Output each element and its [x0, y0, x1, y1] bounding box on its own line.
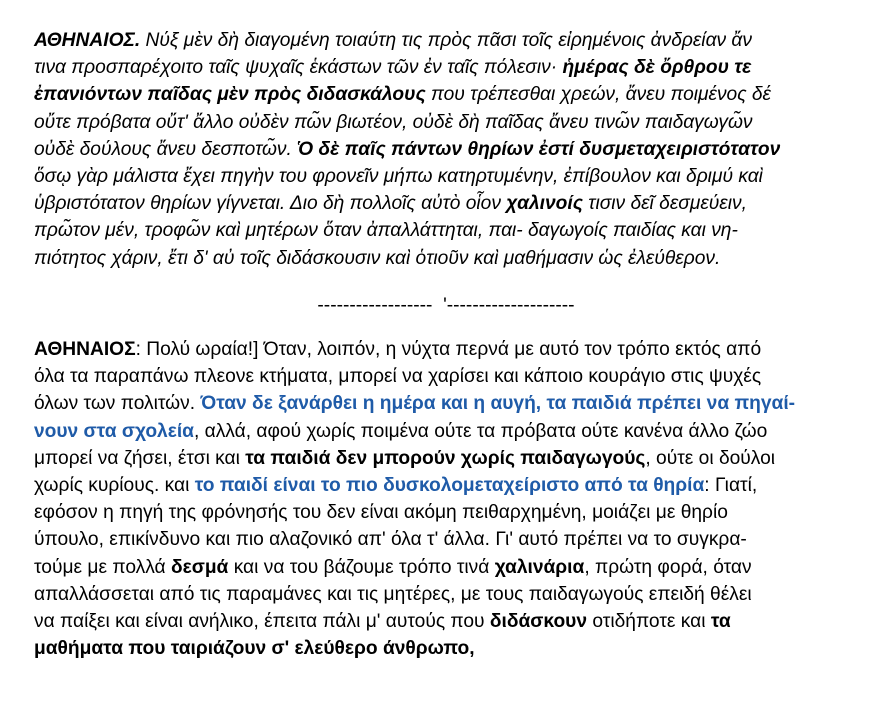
text-run: , πρώτη φορά, όταν — [584, 556, 752, 578]
text-run: απαλλάσσεται από τις παραμάνες και τις μητέρες, με τους παιδαγωγούς επειδή θέλει — [34, 583, 752, 605]
text-run: να παίξει και είναι ανήλικο, έπειτα πάλι μ' αυτούς που — [34, 611, 490, 633]
bold-phrase: ἡμέρας δὲ ὄρθρου τε — [562, 57, 752, 79]
bold-phrase: ΑΘΗΝΑΙΟΣ. — [34, 30, 141, 51]
bold-phrase: ἐπανιόντων παῖδας μὲν πρὸς διδασκάλους — [34, 84, 426, 106]
text-run: ὑβριστότατον θηρίων γίγνεται. Διο δὴ πολλοῖς αὐτὸ οἷον — [34, 193, 507, 215]
text-run: και να του βάζουμε τρόπο τινά — [228, 556, 495, 578]
text-run: Νύξ μὲν δὴ διαγομένη τοιαύτη τις πρὸς πᾶσι τοῖς εἰρημένοις ἀνδρείαν ἄν — [140, 30, 752, 51]
bold-phrase: διδάσκουν — [489, 611, 588, 633]
section-divider: ------------------ '-------------------- — [317, 294, 575, 316]
document-page — [34, 27, 858, 662]
text-run: που τρέπεσθαι χρεών, ἄνευ ποιμένος δέ — [425, 84, 771, 106]
text-run: χωρίς κυρίους. και — [34, 475, 195, 497]
modern-line — [34, 418, 858, 445]
text-run: ύπουλο, επικίνδυνο και πιο αλαζονικό απ' όλα τ' άλλα. Γι' αυτό πρέπει να το συγκρα- — [34, 529, 747, 551]
text-run: οὔτε πρόβατα οὔτ' ἄλλο οὐδὲν πω̃ν βιωτέον, οὐδὲ δὴ παῖδας ἄνευ τινω̃ν παιδαγωγω̃ν — [34, 111, 753, 133]
modern-line — [34, 499, 858, 526]
modern-line — [34, 608, 858, 635]
ancient-line — [34, 190, 858, 217]
text-run: οτιδήποτε και — [587, 611, 711, 633]
text-run: , αλλά, αφού χωρίς ποιμένα ούτε τα πρόβατα ούτε κανένα άλλο ζώο — [193, 420, 768, 442]
text-run: τισιν δεῖ δεσμεύειν, — [582, 193, 747, 215]
modern-line — [34, 635, 858, 662]
bold-phrase: τα — [710, 611, 731, 633]
text-run: όλα τα παραπάνω πλεονε κτήματα, μπορεί να χαρίσει και κάποιο κουράγιο στις ψυχές — [34, 366, 762, 388]
highlighted-phrase: το παιδί είναι το πιο δυσκολομεταχείριστο από τα θηρία — [194, 475, 705, 497]
text-run: τούμε με πολλά — [34, 556, 171, 578]
ancient-line — [34, 217, 858, 244]
ancient-line — [34, 81, 858, 108]
modern-line — [34, 526, 858, 553]
bold-phrase: χαλινάρια — [494, 556, 585, 578]
ancient-line — [34, 163, 858, 190]
bold-phrase: ΑΘΗΝΑΙΟΣ — [34, 339, 136, 361]
ancient-line — [34, 136, 858, 163]
modern-line — [34, 390, 858, 417]
ancient-line — [34, 109, 858, 136]
highlighted-phrase: νουν στα σχολεία — [34, 420, 194, 442]
text-run: : Πολύ ωραία!] Όταν, λοιπόν, η νύχτα περνά με αυτό τον τρόπο εκτός από — [135, 339, 762, 361]
modern-line — [34, 581, 858, 608]
text-run: μπορεί να ζήσει, έτσι και — [34, 447, 246, 469]
modern-line — [34, 363, 858, 390]
bold-phrase: μαθήματα που ταιριάζουν σ' ελεύθερο άνθρωπο, — [34, 638, 475, 660]
text-run: τινα προσπαρέχοιτο ταῖς ψυχαῖς ἑκάστων τῶν ἐν ταῖς πόλεσιν· — [34, 57, 563, 79]
bold-phrase: τα παιδιά δεν μπορούν χωρίς παιδαγωγούς — [245, 447, 646, 469]
text-run: ὅσῳ γὰρ μάλιστα ἔχει πηγὴν του φρονεῖν μήπω κατηρτυμένην, ἐπίβουλον και δριμύ καὶ — [34, 166, 763, 188]
text-run: , ούτε οι δούλοι — [645, 447, 776, 469]
ancient-line — [34, 54, 858, 81]
text-run: πρω̃τον μέν, τροφω̃ν καὶ μητέρων ὅταν ἀπαλλάττηται, παι- δαγωγοίς παιδίας και νη- — [34, 220, 738, 242]
text-run: οὐδὲ δούλους ἄνευ δεσποτω̃ν. — [34, 138, 298, 160]
text-run: : Γιατί, — [704, 475, 758, 497]
ancient-line — [34, 245, 858, 272]
bold-phrase: δεσμά — [170, 556, 229, 578]
bold-phrase: Ὁ δὲ παῖς πάντων θηρίων ἐστί δυσμεταχειριστότατον — [297, 138, 781, 160]
text-run: όλων των πολιτών. — [34, 393, 201, 415]
ancient-line — [34, 27, 858, 54]
text-run: πιότητος χάριν, ἔτι δ' αὐ τοῖς διδάσκουσιν καὶ ὁτιοῦν καὶ μαθήμασιν ὡς ἐλεύθερον. — [34, 247, 721, 269]
bold-phrase: χαλινοίς — [506, 193, 583, 215]
ancient-greek-passage — [34, 27, 858, 272]
highlighted-phrase: Όταν δε ξανάρθει η ημέρα και η αυγή, τα παιδιά πρέπει να πηγαί- — [200, 393, 796, 415]
modern-line — [34, 445, 858, 472]
text-run: εφόσον η πηγή της φρόνησής του δεν είναι ακόμη πειθαρχημένη, μοιάζει με θηρίο — [34, 502, 728, 524]
modern-greek-translation — [34, 336, 858, 662]
modern-line — [34, 336, 858, 363]
modern-line — [34, 554, 858, 581]
modern-line — [34, 472, 858, 499]
